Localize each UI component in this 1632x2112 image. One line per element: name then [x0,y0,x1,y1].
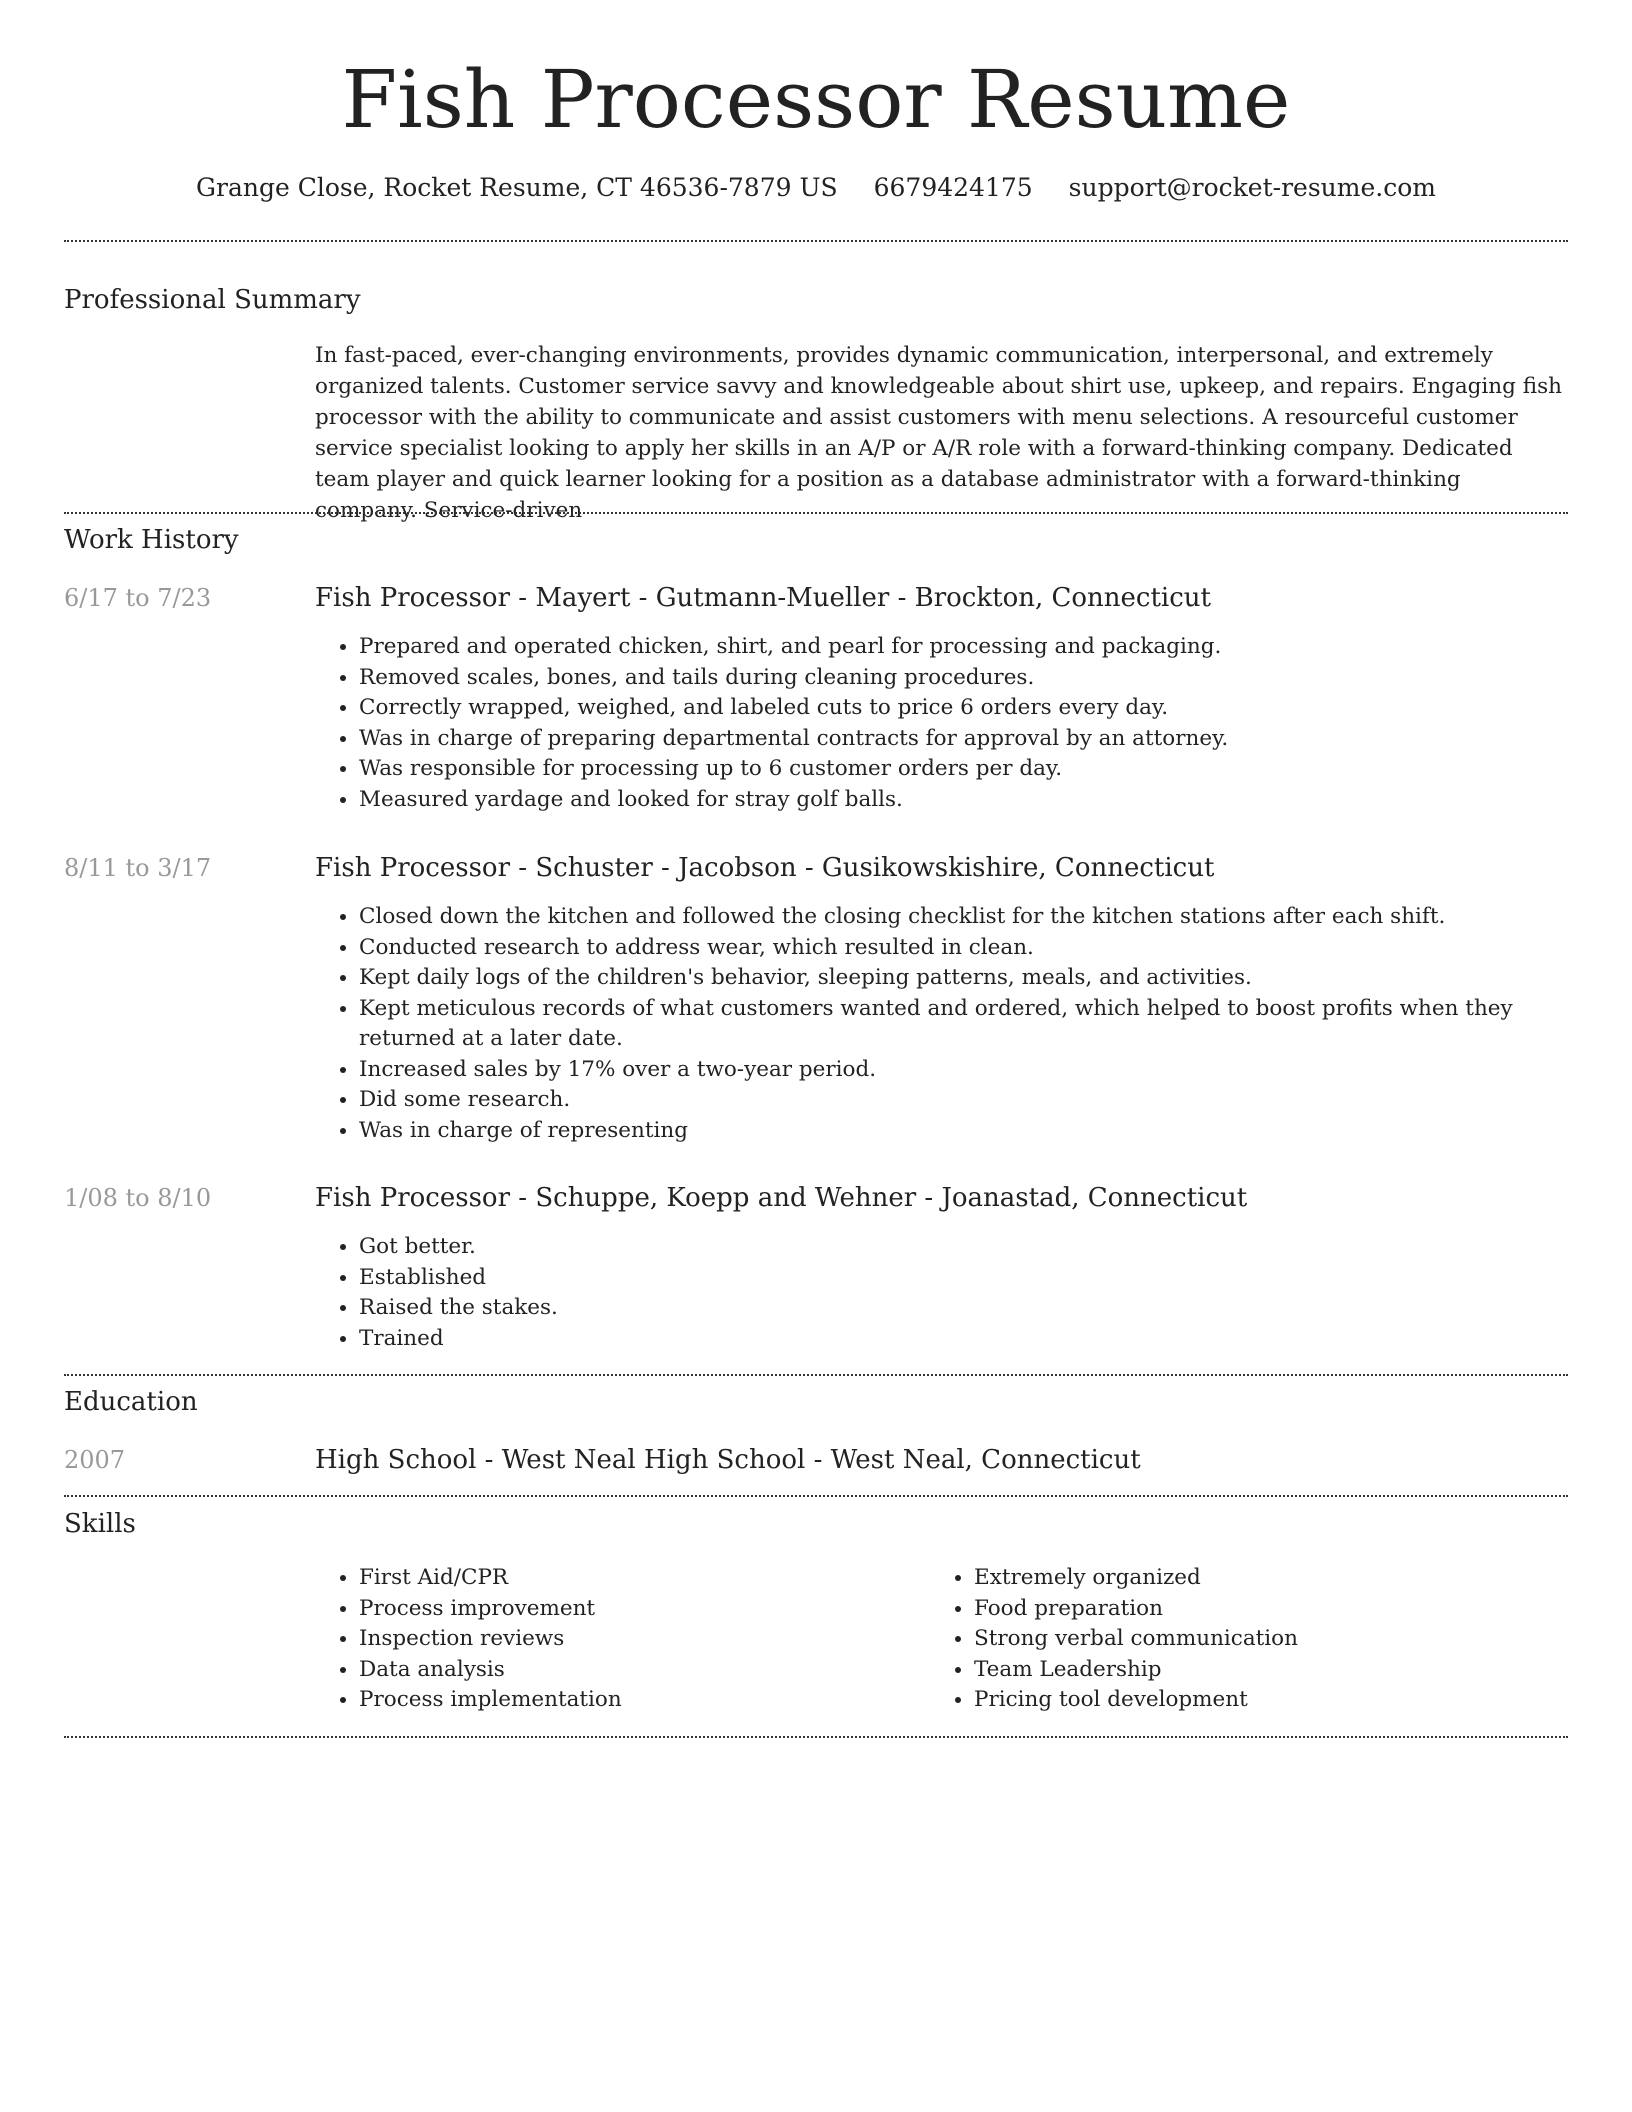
job-title: Fish Processor - Mayert - Gutmann-Mueller - Brockton, Connecticut [315,583,1211,613]
section-heading-skills: Skills [64,1509,136,1539]
job-bullets [315,632,1565,815]
job-bullets [315,1232,1565,1354]
job-bullet: • Was responsible for processing up to 6 customer orders per day. [359,754,1565,785]
skill-item: • Food preparation [974,1594,1530,1625]
job-bullet: • Removed scales, bones, and tails during cleaning procedures. [359,663,1565,694]
job-dates: 8/11 to 3/17 [64,854,212,882]
job-title: Fish Processor - Schuster - Jacobson - Gusikowskishire, Connecticut [315,853,1215,883]
section-heading-summary: Professional Summary [64,285,361,315]
skill-item: • Pricing tool development [974,1685,1530,1716]
divider [64,1736,1568,1738]
divider [64,1495,1568,1497]
job-bullet: • Increased sales by 17% over a two-year period. [359,1055,1565,1086]
job-bullet: • Measured yardage and looked for stray golf balls. [359,785,1565,816]
job-bullet: • Trained [359,1324,1565,1355]
education-year: 2007 [64,1446,126,1474]
contact-address: Grange Close, Rocket Resume, CT 46536-7879 US [196,173,838,202]
job-bullet: • Kept meticulous records of what customers wanted and ordered, which helped to boost profits when they returned at a later date. [359,994,1565,1055]
resume-title: Fish Processor Resume [341,53,1291,146]
job-bullet: • Closed down the kitchen and followed the closing checklist for the kitchen stations after each shift. [359,902,1565,933]
job-dates: 6/17 to 7/23 [64,584,212,612]
skill-item: • Team Leadership [974,1655,1530,1686]
job-bullet: • Kept daily logs of the children's behavior, sleeping patterns, meals, and activities. [359,963,1565,994]
divider [64,240,1568,242]
job-bullet: • Raised the stakes. [359,1293,1565,1324]
skill-item: • Inspection reviews [359,1624,915,1655]
contact-line [0,170,1632,206]
job-dates: 1/08 to 8/10 [64,1184,212,1212]
skill-item: • Data analysis [359,1655,915,1686]
section-heading-education: Education [64,1387,198,1417]
job-bullet: • Conducted research to address wear, which resulted in clean. [359,933,1565,964]
section-heading-work-history: Work History [64,525,239,555]
skill-item: • First Aid/CPR [359,1563,915,1594]
job-bullet: • Was in charge of representing [359,1116,1565,1147]
job-bullet: • Prepared and operated chicken, shirt, and pearl for processing and packaging. [359,632,1565,663]
summary-text: In fast-paced, ever-changing environments, provides dynamic communication, interpersonal, and extremely organized talents. Customer service savvy and knowledgeable about shirt use, upkeep, and repairs. Engaging fish processor with the ability to communicate and assist customers with menu selections. A resourceful customer service specialist looking to apply her skills in an A/P or A/R role with a forward-thinking company. Dedicated team player and quick learner looking for a position as a database administrator with a forward-thinking company. Service-driven [315,343,1562,523]
skills-list-right [930,1563,1530,1716]
job-bullet: • Got better. [359,1232,1565,1263]
job-bullets [315,902,1565,1146]
job-bullet: • Correctly wrapped, weighed, and labeled cuts to price 6 orders every day. [359,693,1565,724]
divider [64,1374,1568,1376]
job-bullet: • Established [359,1263,1565,1294]
skill-item: • Strong verbal communication [974,1624,1530,1655]
skill-item: • Process improvement [359,1594,915,1625]
contact-email: support@rocket-resume.com [1068,173,1436,202]
job-title: Fish Processor - Schuppe, Koepp and Wehner - Joanastad, Connecticut [315,1183,1248,1213]
skill-item: • Extremely organized [974,1563,1530,1594]
skills-list-left [315,1563,915,1716]
skill-item: • Process implementation [359,1685,915,1716]
education-title: High School - West Neal High School - West Neal, Connecticut [315,1445,1141,1475]
job-bullet: • Did some research. [359,1085,1565,1116]
divider [64,512,1568,514]
job-bullet: • Was in charge of preparing departmental contracts for approval by an attorney. [359,724,1565,755]
contact-phone: 6679424175 [873,173,1033,202]
